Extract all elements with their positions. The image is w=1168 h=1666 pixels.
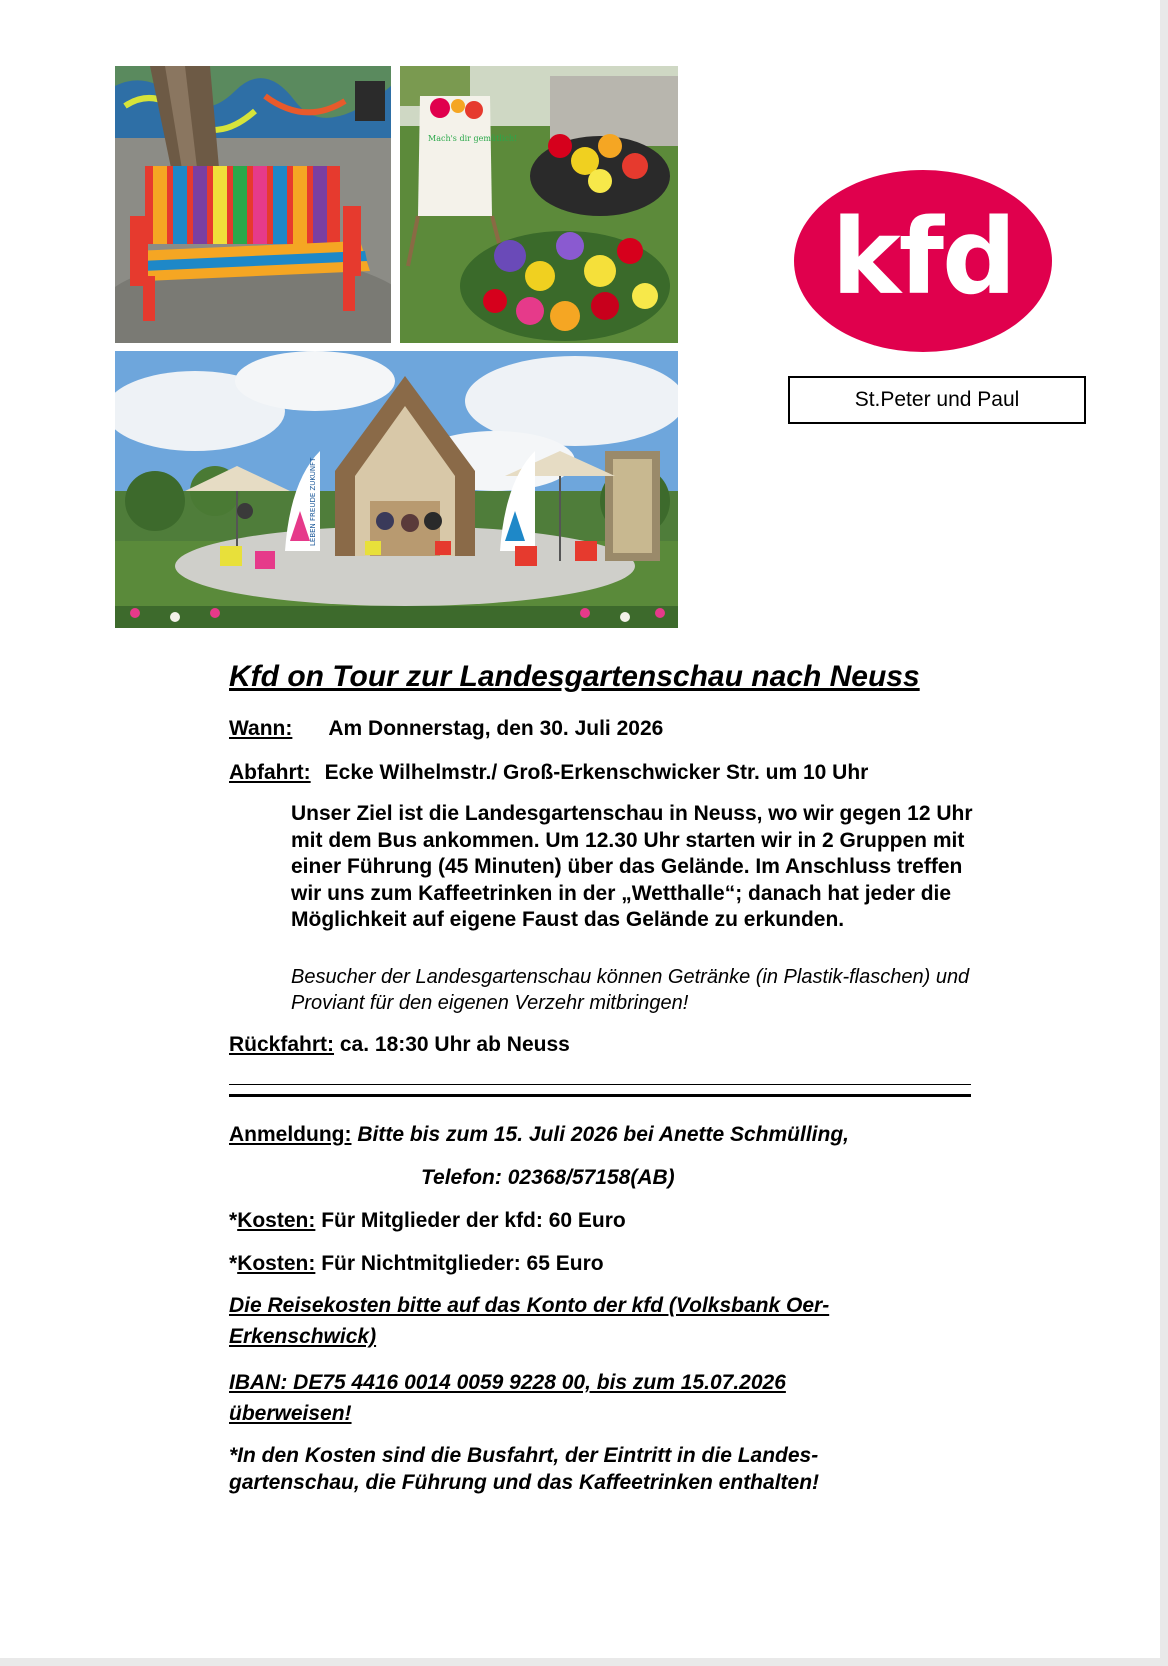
abfahrt-value: Ecke Wilhelmstr./ Groß-Erkenschwicker Str. um 10 Uhr (324, 761, 869, 784)
kosten-value: Für Mitglieder der kfd: 60 Euro (321, 1209, 626, 1232)
note-text: Besucher der Landesgartenschau können Getränke (in Plastik-flaschen) und Proviant für den eigenen Verzehr mitbringen! (291, 966, 970, 1014)
logo-text: kfd (831, 196, 1015, 318)
kosten-asterisk: * (229, 1252, 238, 1275)
page-title: Kfd on Tour zur Landesgartenschau nach Neuss (229, 660, 920, 693)
parish-box: St.Peter und Paul (788, 376, 1086, 424)
description-text: Unser Ziel ist die Landesgartenschau in Neuss, wo wir gegen 12 Uhr mit dem Bus ankommen. Um 12.30 Uhr starten wir in 2 Gruppen mit einer Führung (45 Minuten) über das Gelände. Im Anschluss treffen wir uns zum Kaffeetrinken in der „Wetthalle“; danach hat jeder die Möglichkeit auf eigene Faust das Gelände zu erkunden. (291, 802, 973, 931)
kosten-asterisk: * (229, 1209, 238, 1232)
kosten-label: Kosten: (237, 1209, 316, 1232)
anmeldung-line (229, 1123, 849, 1147)
bench-photo (115, 66, 391, 343)
anmeldung-phone: Telefon: 02368/57158(AB) (421, 1166, 675, 1189)
konto-text: Die Reisekosten bitte auf das Konto der kfd (Volksbank Oer-Erkenschwick) (229, 1294, 830, 1348)
anmeldung-value: Bitte bis zum 15. Juli 2026 bei Anette Schmülling, (357, 1123, 850, 1146)
rueckfahrt-label: Rückfahrt: (229, 1033, 335, 1056)
kosten-members-line (229, 1209, 626, 1233)
separator-thick (229, 1094, 971, 1097)
abfahrt-label: Abfahrt: (229, 761, 311, 784)
kosten-value: Für Nichtmitglieder: 65 Euro (321, 1252, 604, 1275)
footnote-text: *In den Kosten sind die Busfahrt, der Eintritt in die Landes-gartenschau, die Führung und das Kaffeetrinken enthalten! (229, 1444, 820, 1494)
kosten-nonmembers-line (229, 1252, 604, 1276)
rueckfahrt-value: ca. 18:30 Uhr ab Neuss (339, 1033, 570, 1056)
rueckfahrt-line (229, 1033, 570, 1057)
flowers-photo (400, 66, 678, 343)
kosten-label: Kosten: (237, 1252, 316, 1275)
iban-text: IBAN: DE75 4416 0014 0059 9228 00, bis zum 15.07.2026 überweisen! (229, 1371, 786, 1425)
wann-value: Am Donnerstag, den 30. Juli 2026 (328, 717, 664, 740)
abfahrt-line (229, 761, 868, 785)
wann-label: Wann: (229, 717, 293, 740)
flag-text: LEBEN FREUDE ZUKUNFT (309, 457, 317, 546)
separator-thin (229, 1084, 971, 1085)
wann-line (229, 717, 663, 741)
anmeldung-label: Anmeldung: (229, 1123, 352, 1146)
sign-text: Mach's dir gemütlich! (428, 134, 518, 143)
kfd-logo (794, 170, 1052, 352)
pavilion-photo (115, 351, 678, 628)
